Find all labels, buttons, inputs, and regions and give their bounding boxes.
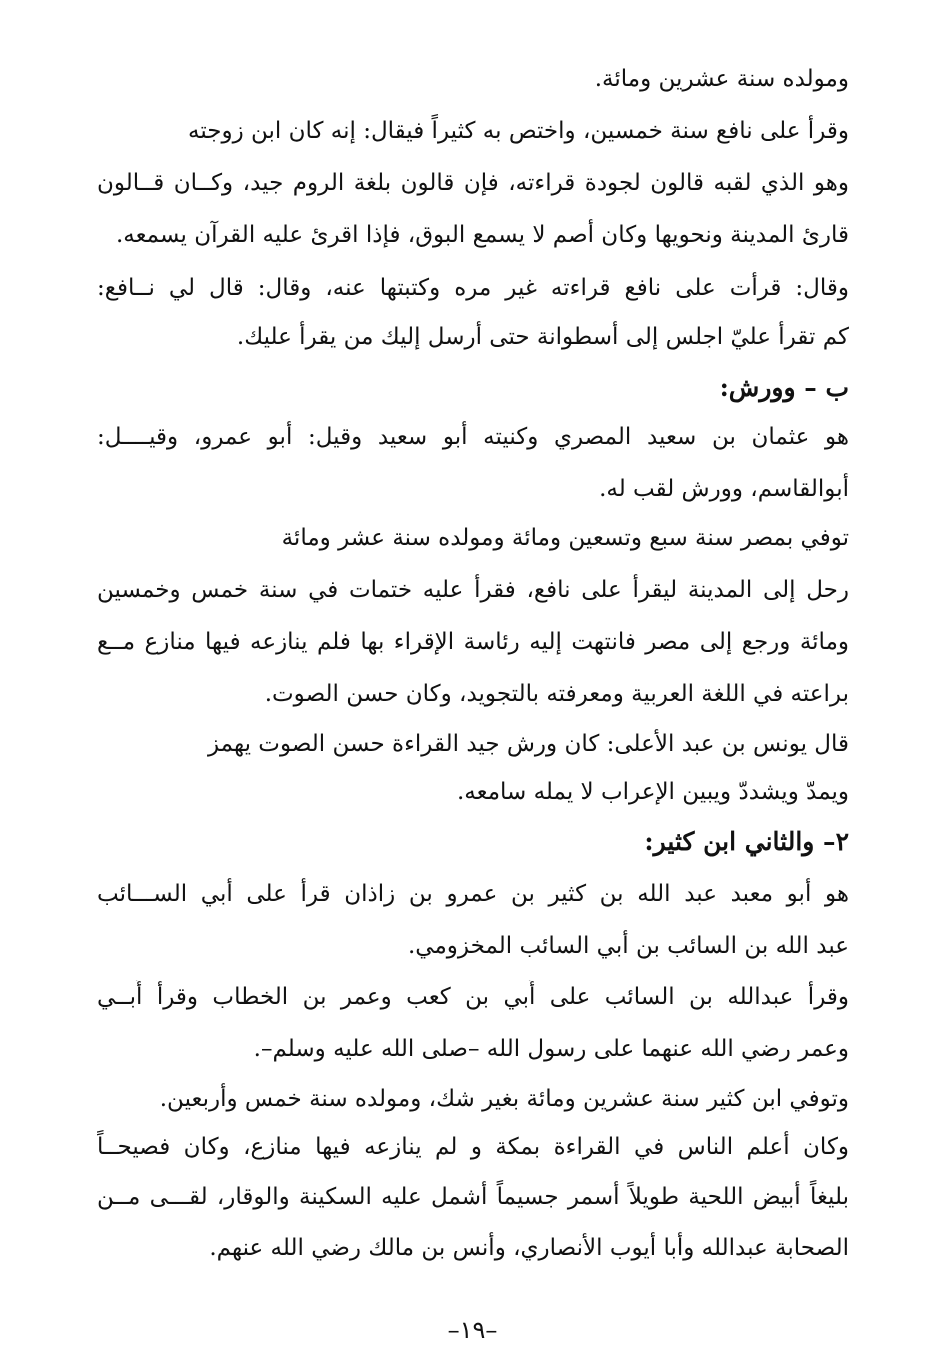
text-line: هو أبو معبد عبد الله بن كثير بن عمرو بن زاذان قرأ على أبي الســـائب [97,881,849,907]
text-line: قال يونس بن عبد الأعلى: كان ورش جيد القراءة حسن الصوت يهمز [207,731,849,757]
section-heading: ٢– والثاني ابن كثير: [644,827,849,856]
text-line: توفي بمصر سنة سبع وتسعين ومائة ومولده سنة عشر ومائة [281,525,849,551]
text-line: وهو الذي لقبه قالون لجودة قراءته، فإن قالون بلغة الروم جيد، وكــان قــالون [97,170,849,196]
page-number: –١٩– [447,1316,498,1344]
text-line: وقرأ عبدالله بن السائب على أُبي بن كعب وعمر بن الخطاب وقرأ أُبــي [97,984,849,1010]
section-heading: ب – وورش: [719,373,849,402]
text-line: هو عثمان بن سعيد المصري وكنيته أبو سعيد وقيل: أبو عمرو، وقيــــل: [97,424,849,450]
text-line: أبوالقاسم، وورش لقب له. [599,476,849,502]
text-line: كم تقرأ عليّ اجلس إلى أسطوانة حتى أرسل إليك من يقرأ عليك. [236,324,849,350]
text-line: وقال: قرأت على نافع قراءته غير مره وكتبتها عنه، وقال: قال لي نــافع: [97,275,849,301]
text-line: رحل إلى المدينة ليقرأ على نافع، فقرأ عليه ختمات في سنة خمس وخمسين [97,577,849,603]
text-line: ويمدّ ويشددّ ويبين الإعراب لا يمله سامعه. [456,779,849,805]
text-line: وكان أعلم الناس في القراءة بمكة و لم ينازعه فيها منازع، وكان فصيحــاً [97,1134,849,1160]
text-line: ومائة ورجع إلى مصر فانتهت إليه رئاسة الإقراء بها فلم ينازعه فيها منازع مــع [97,629,849,655]
text-line: وتوفي ابن كثير سنة عشرين ومائة بغير شك، ومولده سنة خمس وأربعين. [159,1086,849,1112]
text-line: وعمر رضي الله عنهما على رسول الله –صلى الله عليه وسلم–. [253,1036,849,1062]
text-line: براعته في اللغة العربية ومعرفته بالتجويد، وكان حسن الصوت. [264,681,849,707]
text-line: وقرأ على نافع سنة خمسين، واختص به كثيراً فيقال: إنه كان ابن زوجته [187,118,849,144]
text-line: الصحابة عبدالله وأبا أيوب الأنصاري، وأنس بن مالك رضي الله عنهم. [209,1235,849,1261]
text-line: بليغاً أبيض اللحية طويلاً أسمر جسيماً أشمل عليه السكينة والوقار، لقـــى مــن [97,1184,849,1210]
text-line: قارئ المدينة ونحويها وكان أصم لا يسمع البوق، فإذا اقرئ عليه القرآن يسمعه. [115,222,849,248]
text-line: ومولده سنة عشرين ومائة. [594,66,849,92]
text-line: عبد الله بن السائب بن أبي السائب المخزومي. [408,933,849,959]
